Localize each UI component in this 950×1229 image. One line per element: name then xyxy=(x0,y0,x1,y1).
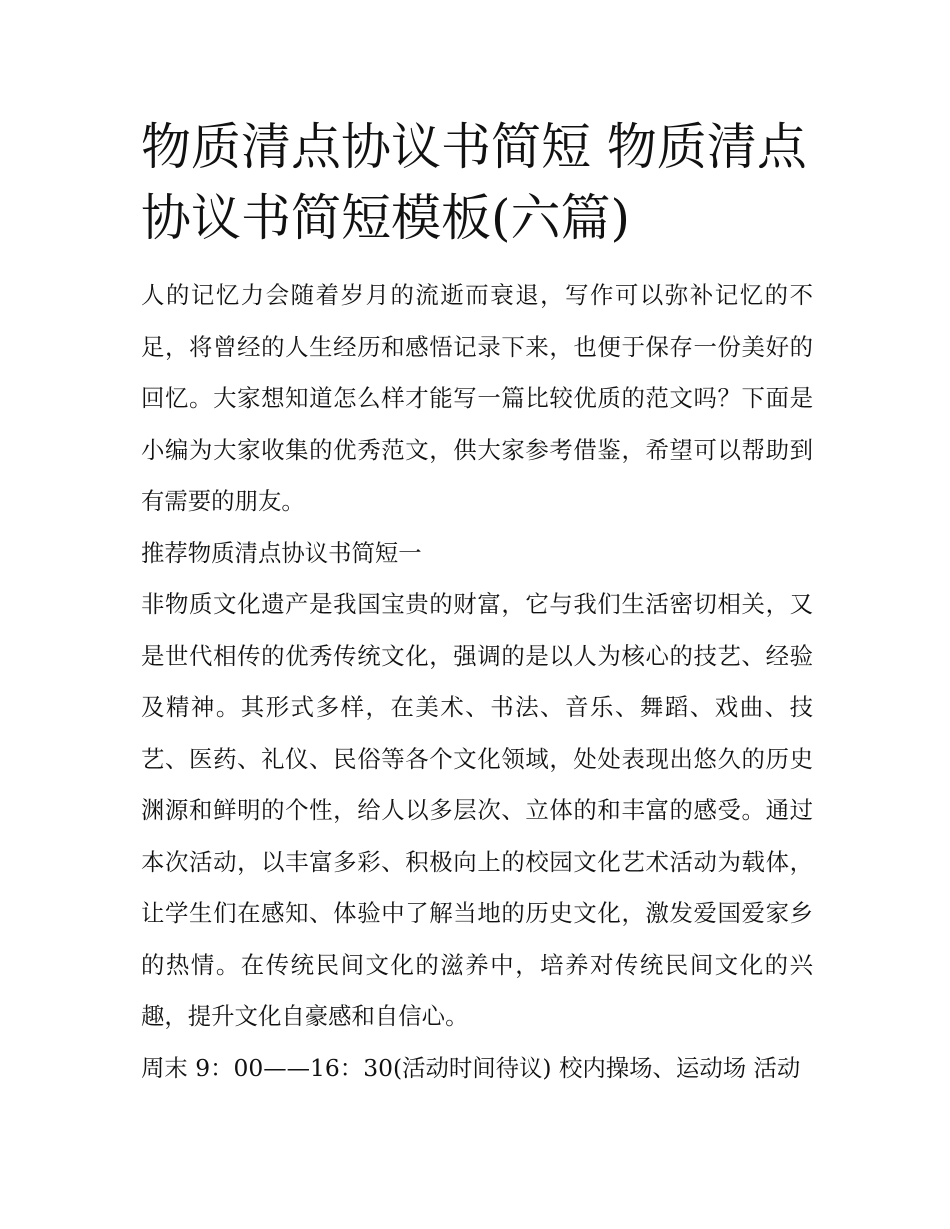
intro-paragraph: 人的记忆力会随着岁月的流逝而衰退，写作可以弥补记忆的不足，将曾经的人生经历和感悟记录下来，也便于保存一份美好的回忆。大家想知道怎么样才能写一篇比较优质的范文吗？下面是小编为大家收集的优秀范文，供大家参考借鉴，希望可以帮助到有需要的朋友。 xyxy=(141,281,813,515)
schedule-line: 周末 9：00——16：30(活动时间待议) 校内操场、运动场 活动 xyxy=(141,1053,801,1082)
document-title: 物质清点协议书简短 物质清点协议书简短模板(六篇) xyxy=(141,118,807,247)
body-paragraph: 非物质文化遗产是我国宝贵的财富，它与我们生活密切相关，又是世代相传的优秀传统文化，强调的是以人为核心的技艺、经验及精神。其形式多样，在美术、书法、音乐、舞蹈、戏曲、技艺、医药、礼仪、民俗等各个文化领域，处处表现出悠久的历史渊源和鲜明的个性，给人以多层次、立体的和丰富的感受。通过本次活动，以丰富多彩、积极向上的校园文化艺术活动为载体，让学生们在感知、体验中了解当地的历史文化，激发爱国爱家乡的热情。在传统民间文化的滋养中，培养对传统民间文化的兴趣，提升文化自豪感和自信心。 xyxy=(141,590,813,1030)
document-content xyxy=(141,112,813,1094)
section-heading: 推荐物质清点协议书简短一 xyxy=(141,538,422,567)
